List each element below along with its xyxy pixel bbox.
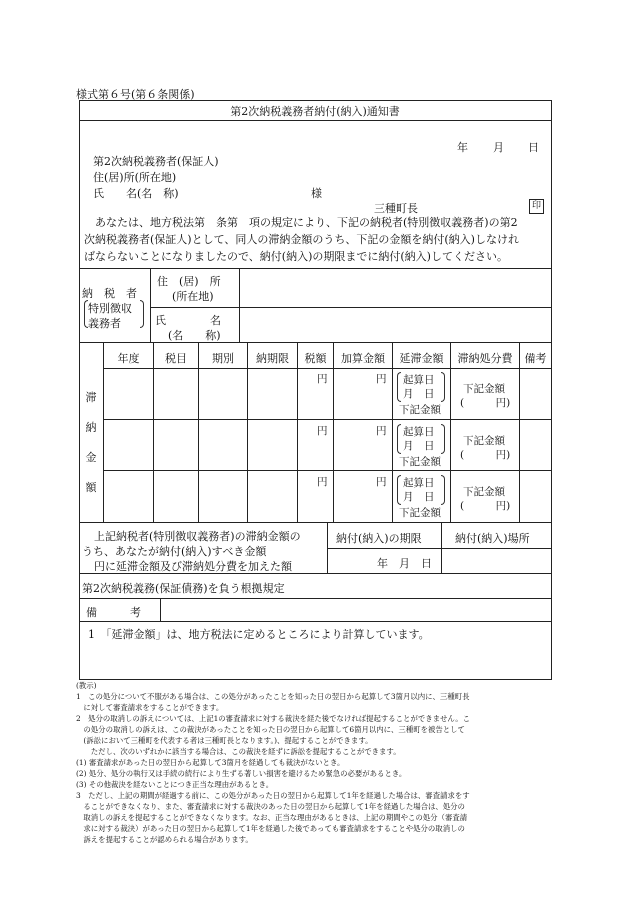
taxpayer-label: 納 税 者 xyxy=(82,287,137,300)
remarks-label: 備 考 xyxy=(86,606,141,619)
teaching-line: 訴えを提起することが認められる場合があります。 xyxy=(76,835,253,844)
fee-kaki-label: 下記金額 xyxy=(463,383,505,395)
form-title: 第2次納税義務者納付(納入)通知書 xyxy=(230,105,400,118)
bracket-left xyxy=(397,372,401,402)
basis-label: 第2次納税義務(保証債務)を負う根拠規定 xyxy=(82,582,285,595)
summary-line-1: 上記納税者(特別徴収義務者)の滞納金額の xyxy=(94,530,301,543)
fee-kaki-label: 下記金額 xyxy=(463,435,505,447)
taxpayer-name-l2: (名 称) xyxy=(168,329,221,342)
tsukihi-label: 月 日 xyxy=(403,440,435,452)
kisan-label: 起算日 xyxy=(403,426,435,438)
tsukihi-label: 月 日 xyxy=(403,491,435,503)
kisan-label: 起算日 xyxy=(403,374,435,386)
body-line-3: ばならないことになりましたので、納付(納入)の期限までに納付(納入)してください。 xyxy=(84,250,508,263)
teaching-title: (教示) xyxy=(76,681,97,690)
teaching-line: (2) 処分、処分の執行又は手続の続行により生ずる著しい損害を避けるため緊急の必要があるとき。 xyxy=(76,769,407,778)
header-disposition-fee: 滞納処分費 xyxy=(457,352,513,365)
arrears-char-4: 額 xyxy=(85,481,97,494)
date-month: 月 xyxy=(493,141,504,154)
summary-line-3: 円に延滞金額及び滞納処分費を加えた額 xyxy=(94,560,292,573)
arrears-char-1: 滞 xyxy=(85,391,97,404)
recipient-name-label: 氏 名(名 称) xyxy=(93,187,179,200)
bracket-right xyxy=(441,424,445,454)
taxpayer-address-l2: (所在地) xyxy=(172,290,214,303)
kisan-label: 起算日 xyxy=(403,477,435,489)
form-label: 様式第６号(第６条関係) xyxy=(76,88,195,101)
summary-line-2: うち、あなたが納付(納入)すべき金額 xyxy=(82,545,267,558)
recipient-role: 第2次納税義務者(保証人) xyxy=(93,155,219,168)
teaching-line: 2 処分の取消しの訴えについては、上記1の審査請求に対する裁決を経た後でなければ提起することができません。こ xyxy=(76,714,471,723)
fee-paren: ( 円) xyxy=(460,397,511,409)
teaching-line: (訴訟において三種町を代表する者は三種町長となります。)、提起することができます。 xyxy=(76,736,373,745)
teaching-line: ただし、次のいずれかに該当する場合は、この裁決を経ずに訴訟を提起することができます。 xyxy=(76,747,401,756)
yen-unit: 円 xyxy=(317,425,328,437)
recipient-honorific: 様 xyxy=(311,187,322,200)
fee-paren: ( 円) xyxy=(460,449,511,461)
yen-unit: 円 xyxy=(376,373,387,385)
taxpayer-address-l1: 住 (居) 所 xyxy=(157,275,221,288)
teaching-line: の処分の取消しの訴えは、この裁決があったことを知った日の翌日から起算して6箇月以内に、三種町を被告として xyxy=(76,725,465,734)
bracket-left xyxy=(397,424,401,454)
teaching-line: 1 この処分について不服がある場合は、この処分があったことを知った日の翌日から起算して3箇月以内に、三種町長 xyxy=(76,692,470,701)
taxpayer-sub1: 特別徴収 xyxy=(88,302,132,315)
header-delinquency: 延滞金額 xyxy=(399,352,444,365)
place-header: 納付(納入)場所 xyxy=(455,532,530,545)
taxpayer-name-l1: 氏 名 xyxy=(155,314,221,327)
yen-unit: 円 xyxy=(317,373,328,385)
kaki-label: 下記金額 xyxy=(399,507,441,519)
yen-unit: 円 xyxy=(376,425,387,437)
kaki-label: 下記金額 xyxy=(399,456,441,468)
teaching-line: 取消しの訴えを提起することができなくなります。なお、正当な理由があるときは、上記の期間やこの処分（審査請 xyxy=(76,813,468,822)
fee-paren: ( 円) xyxy=(460,500,511,512)
header-additional: 加算金額 xyxy=(341,352,385,365)
date-year: 年 xyxy=(457,141,468,154)
teaching-line: に対して審査請求をすることができます。 xyxy=(76,703,224,712)
header-tax-item: 税目 xyxy=(165,352,187,365)
teaching-section xyxy=(76,680,552,845)
tsukihi-label: 月 日 xyxy=(403,388,435,400)
bracket-right xyxy=(441,372,445,402)
bracket-left xyxy=(397,475,401,505)
body-line-2: 次納税義務者(保証人)として、同人の滞納金額のうち、下記の金額を納付(納入)しなけれ xyxy=(84,233,519,246)
header-year: 年度 xyxy=(117,352,140,365)
kaki-label: 下記金額 xyxy=(399,404,441,416)
header-due-date: 納期限 xyxy=(256,352,289,365)
date-day: 日 xyxy=(528,141,539,154)
teaching-line: (3) その他裁決を経ないことにつき正当な理由があるとき。 xyxy=(76,780,274,789)
bracket-right xyxy=(140,300,144,328)
teaching-line: 求に対する裁決）があった日の翌日から起算して1年を経過した後であっても審査請求をすることや処分の取消しの xyxy=(76,824,465,833)
deadline-header: 納付(納入)の期限 xyxy=(336,532,422,545)
header-remarks: 備考 xyxy=(524,352,547,365)
notice-body xyxy=(84,214,554,265)
note-1: 1 「延滞金額」は、地方税法に定めるところにより計算しています。 xyxy=(88,628,430,641)
arrears-char-2: 納 xyxy=(85,421,97,434)
header-period: 期別 xyxy=(212,352,234,365)
teaching-line: 3 ただし、上記の期間が経過する前に、この処分があった日の翌日から起算して1年を経過した場合は、審査請求をす xyxy=(76,791,470,800)
deadline-date: 年 月 日 xyxy=(377,557,432,570)
teaching-line: (1) 審査請求があった日の翌日から起算して3箇月を経過しても裁決がないとき。 xyxy=(76,758,345,767)
header-tax-amount: 税額 xyxy=(304,352,327,365)
yen-unit: 円 xyxy=(317,476,328,488)
taxpayer-sub2: 義務者 xyxy=(88,317,121,330)
yen-unit: 円 xyxy=(376,476,387,488)
body-line-1: あなたは、地方税法第 条第 項の規定により、下記の納税者(特別徴収義務者)の第2 xyxy=(95,216,518,229)
teaching-line: ることができなくなり、また、審査請求に対する裁決のあった日の翌日から起算して1年を経過した場合は、処分の xyxy=(76,802,465,811)
seal-mark: 印 xyxy=(529,199,544,214)
bracket-right xyxy=(441,475,445,505)
recipient-address-label: 住(居)所(所在地) xyxy=(93,171,177,184)
issuer-name: 三種町長 xyxy=(374,202,418,215)
arrears-char-3: 金 xyxy=(85,451,97,464)
fee-kaki-label: 下記金額 xyxy=(463,486,505,498)
